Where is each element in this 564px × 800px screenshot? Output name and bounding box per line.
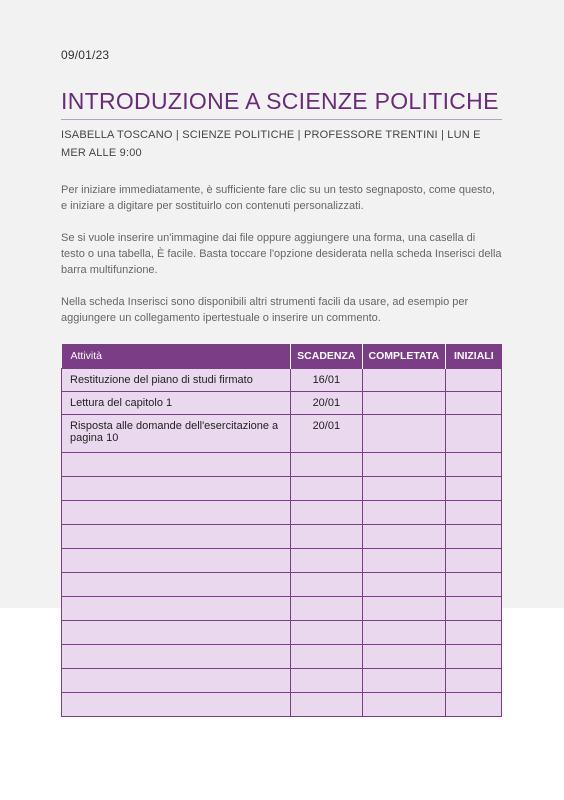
table-row (62, 597, 502, 621)
cell-activity[interactable] (62, 621, 291, 645)
table-body (62, 369, 502, 717)
cell-activity[interactable]: Risposta alle domande dell'esercitazione a pagina 10 (62, 415, 291, 453)
table-row (62, 477, 502, 501)
header-initials[interactable]: INIZIALI (446, 344, 502, 369)
cell-completed[interactable] (362, 693, 446, 717)
table-row (62, 369, 502, 392)
cell-due-date[interactable] (291, 693, 362, 717)
table-row (62, 645, 502, 669)
table-row (62, 525, 502, 549)
cell-activity[interactable] (62, 501, 291, 525)
cell-initials[interactable] (446, 477, 502, 501)
cell-due-date[interactable] (291, 573, 362, 597)
cell-due-date[interactable] (291, 549, 362, 573)
cell-activity[interactable] (62, 669, 291, 693)
cell-due-date[interactable] (291, 477, 362, 501)
cell-completed[interactable] (362, 621, 446, 645)
assignments-table (61, 344, 502, 717)
cell-activity[interactable] (62, 453, 291, 477)
cell-completed[interactable] (362, 453, 446, 477)
cell-initials[interactable] (446, 549, 502, 573)
cell-completed[interactable] (362, 645, 446, 669)
table-row (62, 453, 502, 477)
table-header-row (62, 344, 502, 369)
cell-activity[interactable] (62, 549, 291, 573)
cell-due-date[interactable]: 20/01 (291, 415, 362, 453)
document-subtitle[interactable]: ISABELLA TOSCANO | SCIENZE POLITICHE | PROFESSORE TRENTINI | LUN E MER ALLE 9:00 (61, 129, 481, 159)
cell-due-date[interactable] (291, 501, 362, 525)
table-row (62, 415, 502, 453)
header-completed[interactable]: COMPLETATA (362, 344, 446, 369)
header-activity[interactable]: Attività (62, 344, 291, 369)
cell-initials[interactable] (446, 645, 502, 669)
table-row (62, 693, 502, 717)
cell-due-date[interactable] (291, 597, 362, 621)
cell-activity[interactable] (62, 597, 291, 621)
cell-activity[interactable]: Restituzione del piano di studi firmato (62, 369, 291, 392)
cell-due-date[interactable] (291, 621, 362, 645)
body-paragraph-2[interactable]: Se si vuole inserire un'immagine dai file oppure aggiungere una forma, una casella di testo o una tabella, È facile. Basta toccare l'opzione desiderata nella scheda Inserisci della barra multifunzione. (61, 232, 502, 276)
cell-initials[interactable] (446, 597, 502, 621)
table-row (62, 621, 502, 645)
table-row (62, 501, 502, 525)
cell-completed[interactable] (362, 369, 446, 392)
cell-activity[interactable] (62, 693, 291, 717)
cell-completed[interactable] (362, 501, 446, 525)
cell-activity[interactable] (62, 525, 291, 549)
cell-initials[interactable] (446, 669, 502, 693)
cell-initials[interactable] (446, 392, 502, 415)
cell-initials[interactable] (446, 693, 502, 717)
cell-activity[interactable] (62, 573, 291, 597)
table-row (62, 549, 502, 573)
cell-due-date[interactable] (291, 453, 362, 477)
table-row (62, 392, 502, 415)
cell-initials[interactable] (446, 369, 502, 392)
cell-initials[interactable] (446, 573, 502, 597)
cell-activity[interactable]: Lettura del capitolo 1 (62, 392, 291, 415)
cell-due-date[interactable] (291, 645, 362, 669)
cell-completed[interactable] (362, 415, 446, 453)
cell-completed[interactable] (362, 669, 446, 693)
body-paragraph-3[interactable]: Nella scheda Inserisci sono disponibili altri strumenti facili da usare, ad esempio per aggiungere un collegamento ipertestuale o inserire un commento. (61, 296, 469, 324)
cell-completed[interactable] (362, 597, 446, 621)
cell-completed[interactable] (362, 525, 446, 549)
cell-due-date[interactable] (291, 525, 362, 549)
cell-initials[interactable] (446, 415, 502, 453)
cell-completed[interactable] (362, 477, 446, 501)
table-row (62, 573, 502, 597)
cell-initials[interactable] (446, 501, 502, 525)
cell-completed[interactable] (362, 549, 446, 573)
cell-initials[interactable] (446, 525, 502, 549)
cell-activity[interactable] (62, 645, 291, 669)
table-row (62, 669, 502, 693)
header-due-date[interactable]: SCADENZA (291, 344, 362, 369)
body-paragraph-1[interactable]: Per iniziare immediatamente, è sufficiente fare clic su un testo segnaposto, come questo, e iniziare a digitare per sostituirlo con contenuti personalizzati. (61, 184, 495, 212)
cell-due-date[interactable]: 16/01 (291, 369, 362, 392)
cell-initials[interactable] (446, 621, 502, 645)
document-date[interactable]: 09/01/23 (61, 48, 110, 62)
page-title[interactable]: INTRODUZIONE A SCIENZE POLITICHE (61, 88, 502, 120)
cell-completed[interactable] (362, 573, 446, 597)
cell-initials[interactable] (446, 453, 502, 477)
cell-activity[interactable] (62, 477, 291, 501)
cell-due-date[interactable] (291, 669, 362, 693)
cell-due-date[interactable]: 20/01 (291, 392, 362, 415)
cell-completed[interactable] (362, 392, 446, 415)
